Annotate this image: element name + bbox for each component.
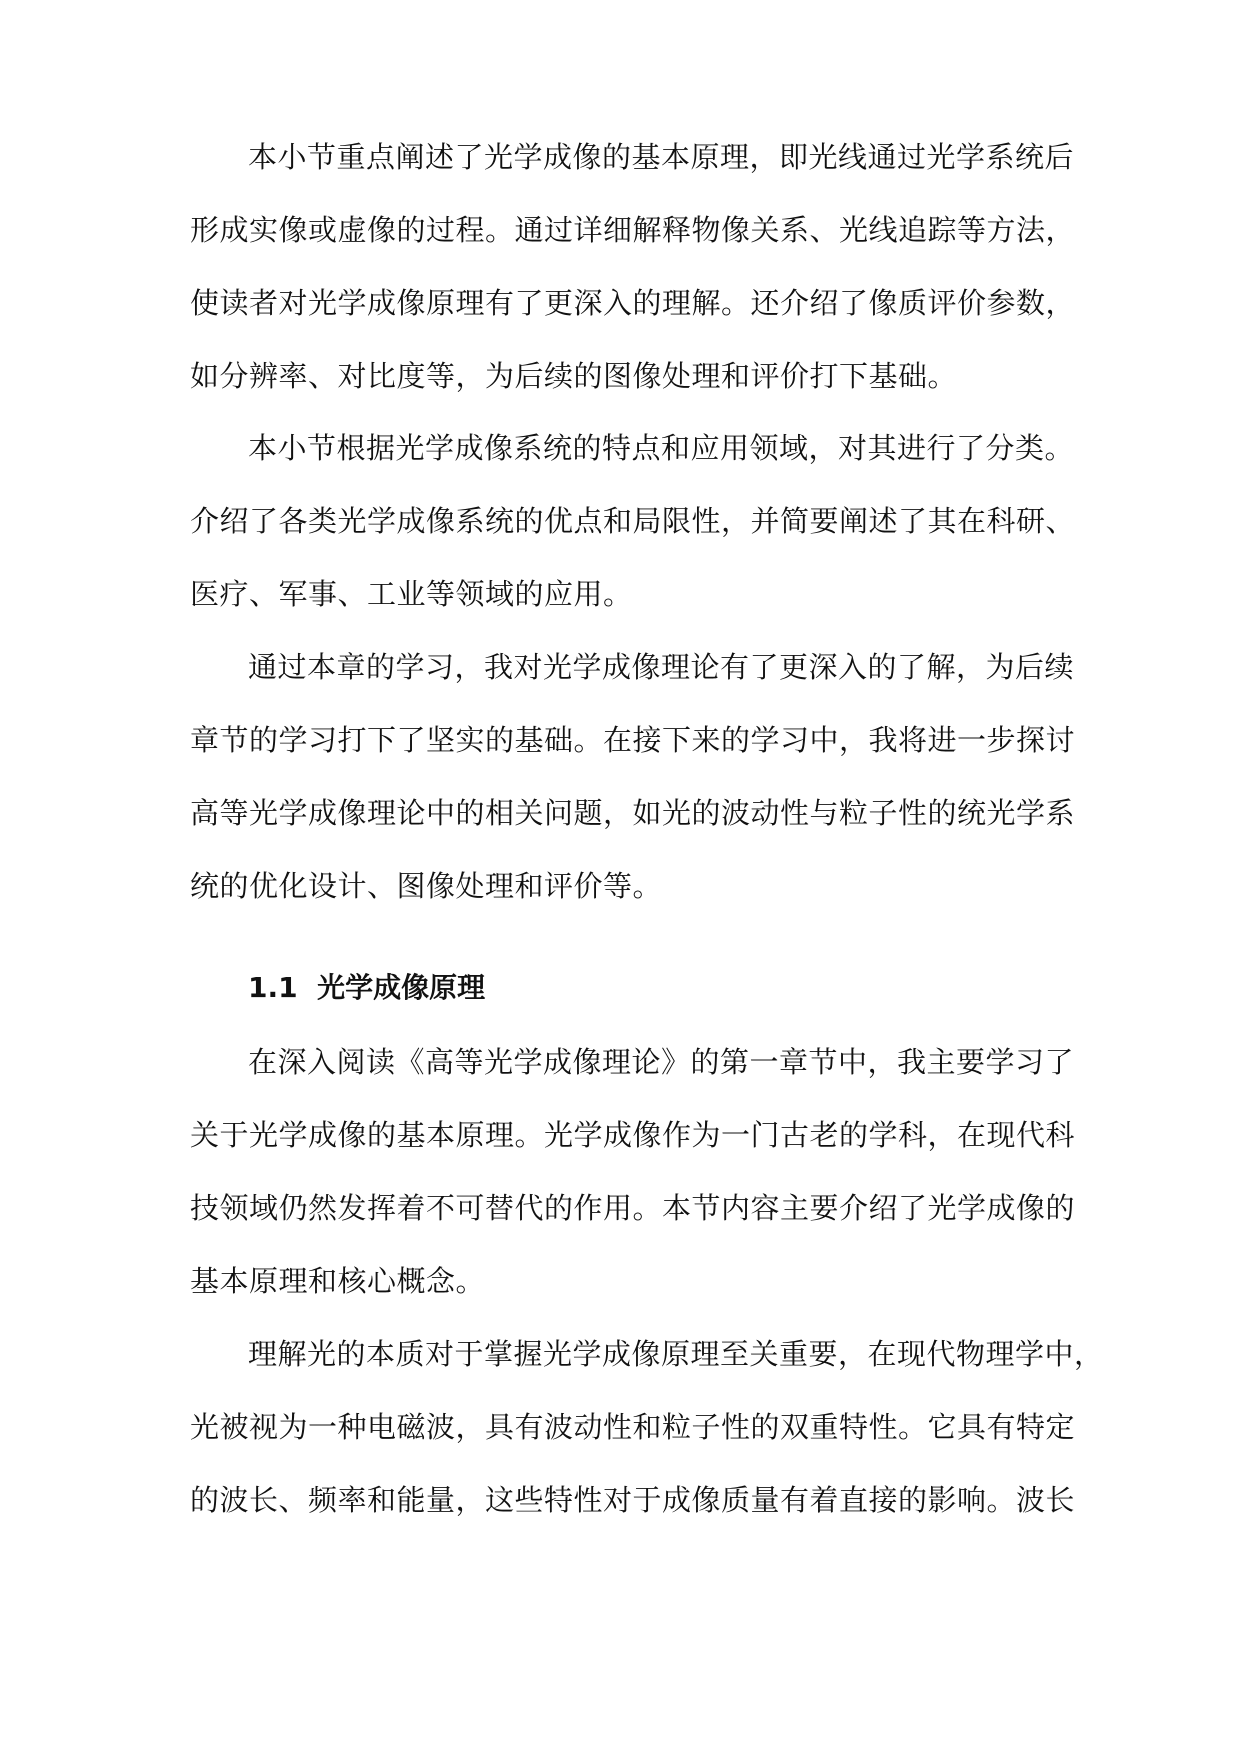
text-line: 本小节重点阐述了光学成像的基本原理，即光线通过光学系统后 — [248, 140, 1075, 174]
section-heading — [248, 968, 485, 1008]
text-line: 医疗、军事、工业等领域的应用。 — [190, 577, 633, 611]
text-line: 本小节根据光学成像系统的特点和应用领域，对其进行了分类。 — [248, 431, 1075, 465]
text-line: 理解光的本质对于掌握光学成像原理至关重要，在现代物理学中， — [248, 1337, 1104, 1371]
text-line: 章节的学习打下了坚实的基础。在接下来的学习中，我将进一步探讨 — [190, 723, 1076, 757]
text-line: 形成实像或虚像的过程。通过详细解释物像关系、光线追踪等方法， — [190, 213, 1076, 247]
text-line: 介绍了各类光学成像系统的优点和局限性，并简要阐述了其在科研、 — [190, 504, 1076, 538]
text-line: 技领域仍然发挥着不可替代的作用。本节内容主要介绍了光学成像的 — [190, 1191, 1076, 1225]
text-line: 关于光学成像的基本原理。光学成像作为一门古老的学科，在现代科 — [190, 1118, 1076, 1152]
section-number: 1.1 — [248, 971, 298, 1004]
section-title: 光学成像原理 — [317, 971, 486, 1004]
text-line: 通过本章的学习，我对光学成像理论有了更深入的了解，为后续 — [248, 650, 1075, 684]
text-line: 统的优化设计、图像处理和评价等。 — [190, 869, 663, 903]
text-line: 在深入阅读《高等光学成像理论》的第一章节中，我主要学习了 — [248, 1045, 1075, 1079]
text-line: 的波长、频率和能量，这些特性对于成像质量有着直接的影响。波长 — [190, 1483, 1076, 1517]
text-line: 光被视为一种电磁波，具有波动性和粒子性的双重特性。它具有特定 — [190, 1410, 1076, 1444]
text-line: 使读者对光学成像原理有了更深入的理解。还介绍了像质评价参数， — [190, 286, 1076, 320]
text-line: 如分辨率、对比度等，为后续的图像处理和评价打下基础。 — [190, 359, 958, 393]
text-line: 高等光学成像理论中的相关问题，如光的波动性与粒子性的统光学系 — [190, 796, 1076, 830]
text-line: 基本原理和核心概念。 — [190, 1264, 486, 1298]
